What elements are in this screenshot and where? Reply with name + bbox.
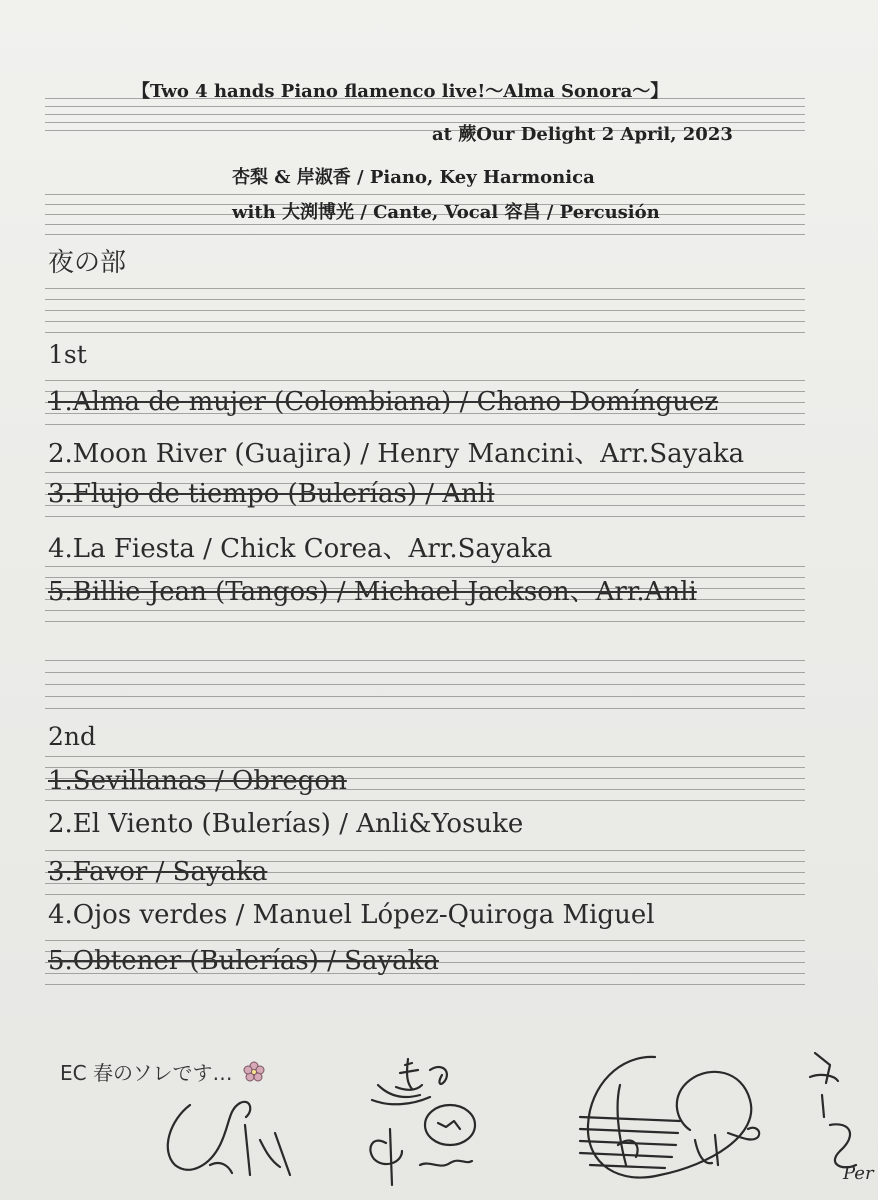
footer-note-text: EC 春のソレです… — [60, 1061, 233, 1085]
page-title: 【Two 4 hands Piano flamenco live!〜Alma Sonora〜】 — [132, 81, 669, 102]
set-label-1st: 1st — [48, 340, 87, 369]
performers-line-1: 杏梨 & 岸淑香 / Piano, Key Harmonica — [232, 167, 595, 188]
song-2nd-5: 5.Obtener (Bulerías) / Sayaka — [48, 946, 439, 976]
section-label: 夜の部 — [48, 248, 127, 278]
song-1st-1: 1.Alma de mujer (Colombiana) / Chano Domínguez — [48, 387, 719, 417]
song-2nd-4: 4.Ojos verdes / Manuel López-Quiroga Miguel — [48, 900, 655, 930]
signature-3 — [580, 1057, 759, 1178]
signature-4 — [810, 1053, 856, 1167]
signature-2 — [370, 1059, 475, 1185]
song-1st-3: 3.Flujo de tiempo (Bulerías) / Anli — [48, 479, 495, 509]
signature-fragment-per: Per — [843, 1163, 874, 1184]
signatures-area — [150, 1025, 878, 1200]
song-2nd-3: 3.Favor / Sayaka — [48, 857, 268, 887]
song-1st-2: 2.Moon River (Guajira) / Henry Mancini、Arr.Sayaka — [48, 439, 745, 469]
performers-line-2: with 大渕博光 / Cante, Vocal 容昌 / Percusión — [232, 202, 660, 223]
song-1st-5: 5.Billie Jean (Tangos) / Michael Jackson、Arr.Anli — [48, 577, 697, 607]
song-1st-4: 4.La Fiesta / Chick Corea、Arr.Sayaka — [48, 534, 553, 564]
venue-date: at 蕨Our Delight 2 April, 2023 — [432, 124, 733, 145]
song-2nd-2: 2.El Viento (Bulerías) / Anli&Yosuke — [48, 809, 524, 839]
signature-1 — [168, 1102, 290, 1175]
set-label-2nd: 2nd — [48, 722, 97, 751]
song-2nd-1: 1.Sevillanas / Obregon — [48, 766, 347, 796]
